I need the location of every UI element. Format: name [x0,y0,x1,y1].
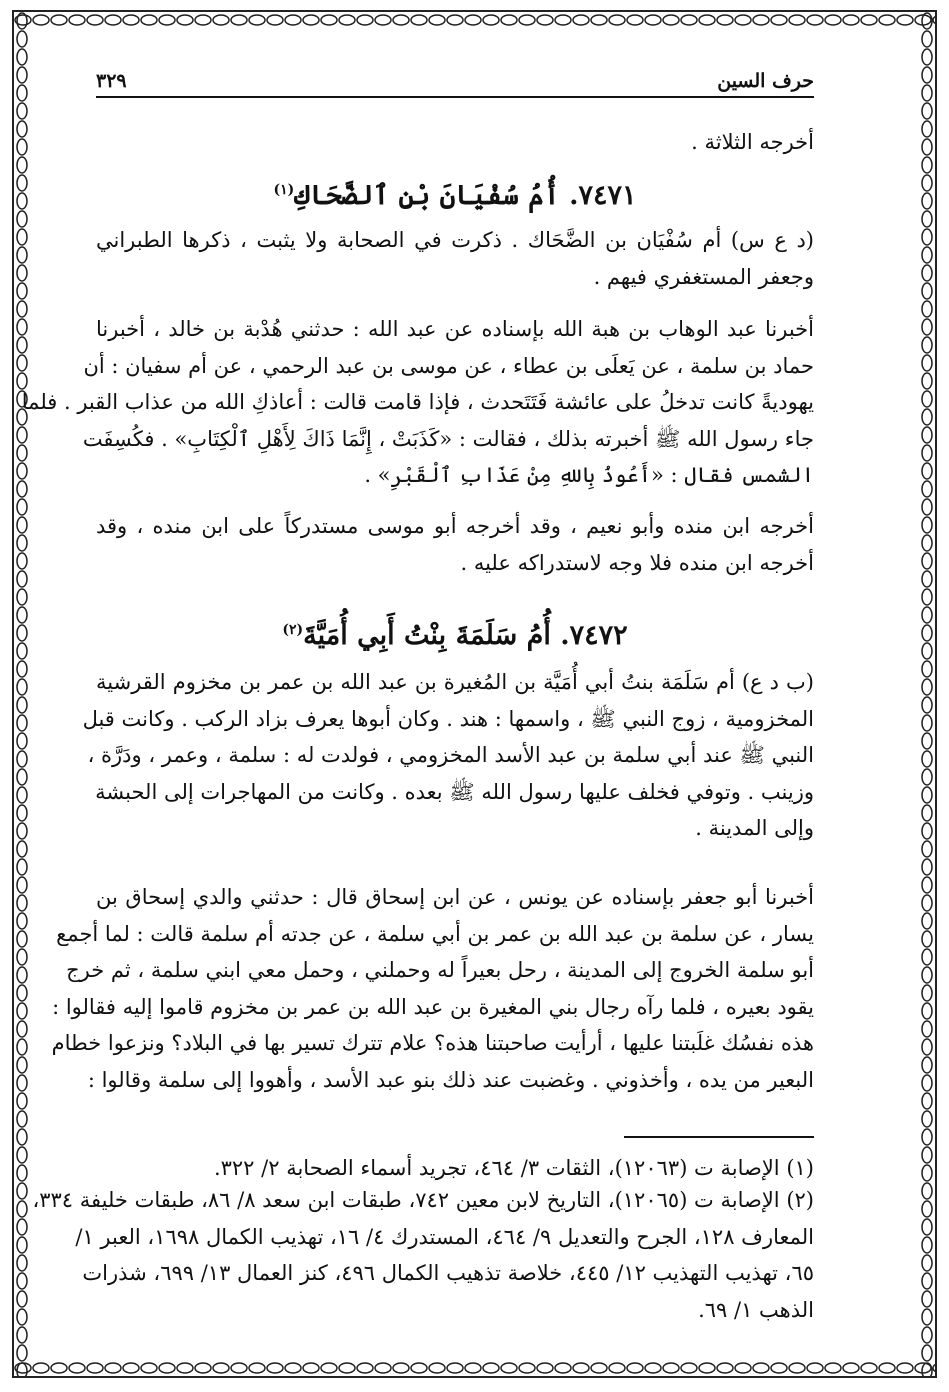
text-line: أخرجه ابن منده وأبو نعيم ، وقد أخرجه أبو موسى مستدركاً على ابن منده ، وقد [96,514,814,538]
text-line: يسار ، عن سلمة بن عبد الله بن عمر بن أبي سلمة ، عن جدته أم سلمة قالت : لما أجمع [56,921,814,946]
text-line: أبو سلمة الخروج إلى المدينة ، رحل بعيراً له وحملني ، وحمل معي ابني سلمة ، ثم خرج [66,958,814,982]
text-line: الشمس فقال : «أَعُوذُ بِاللهِ مِنْ عَذَابِ ٱلْقَبْرِ» . [364,463,814,487]
running-title: حرف السين [717,70,814,92]
border-ornament-top [14,12,935,28]
text-line: وإلى المدينة . [695,816,814,840]
intro-text: أخرجه الثلاثة . [691,130,814,154]
entry-title: ٧٤٧٢. أُمُ سَلَمَةَ بِنْتُ أَبِي أُمَيَّةَ [303,620,628,651]
paragraph [96,222,814,295]
text-line: يقود بعيره ، فلما رآه رجال بني المغيرة بن عبد الله بن عمر بن مخزوم قاموا إليه فقالوا : [52,994,814,1019]
text-line: (د ع س) أم سُفْيَان بن الضَّحَاك . ذكرت في الصحابة ولا يثبت ، ذكرها الطبراني [96,228,814,252]
text-line: جاء رسول الله ﷺ أخبرته بذلك ، فقالت : «كَذَبَتْ ، إِنَّمَا ذَاكَ لِأَهْلِ ٱلْكِتَابِ» . فكُسِفَت [82,426,814,451]
paragraph [21,311,814,494]
footnote-line: الذهب ١/ ٦٩. [698,1297,814,1322]
text-line: هذه نفسُك غلَبتنا عليها ، أرأيت صاحبتنا هذه؟ علام تترك تسير بها في البلاد؟ ونزعوا خطام [51,1031,814,1055]
border-ornament-bottom [14,1360,935,1376]
footnote-ref: (١) [273,182,295,198]
text-line: المخزومية ، زوج النبي ﷺ ، واسمها : هند . وكان أبوها يعرف بزاد الركب . وكانت قبل [82,706,814,731]
footnote-line: المعارف ١٢٨، الجرح والتعديل ٩/ ٤٦٤، المستدرك ٤/ ١٦، تهذيب الكمال ١٦٩٨، العبر ١/ [75,1224,814,1249]
footnote-line: (١) الإصابة ت (١٢٠٦٣)، الثقات ٣/ ٤٦٤، تجريد أسماء الصحابة ٢/ ٣٢٢. [213,1156,814,1180]
entry-title: ٧٤٧١. أُمُ سُفْيَانَ بْنِ ٱلضَّحَاكِ [294,180,637,211]
intro-line [96,124,814,161]
footnote-separator [624,1136,814,1138]
footnote-line: ٦٥، تهذيب التهذيب ١٢/ ٤٤٥، خلاصة تذهيب الكمال ٤٩٦، كنز العمال ١٣/ ٦٩٩، شذرات [82,1261,814,1285]
page-number: ٣٢٩ [96,70,127,92]
text-line: وجعفر المستغفري فيهم . [593,264,814,289]
text-line: البعير من يده ، وأخذوني . وغضبت عند ذلك بنو عبد الأسد ، وأهووا إلى سلمة وقالوا : [87,1067,814,1092]
text-line: (ب د ع) أم سَلَمَة بنتُ أبي أُمَيَّة بن المُغيرة بن عبد الله بن عمر بن مخزوم القرشية [96,670,814,694]
footnote-2 [32,1182,814,1328]
book-page [21,66,814,1336]
border-ornament-right [919,12,935,1378]
entry-heading-7472 [96,610,814,656]
text-line: النبي ﷺ عند أبي سلمة بن عبد الأسد المخزومي ، فولدت له : سلمة ، وعمر ، ودَرَّة ، [87,743,814,767]
paragraph [96,508,814,581]
paragraph [51,879,814,1098]
footnote-line: (٢) الإصابة ت (١٢٠٦٥)، التاريخ لابن معين ٧٤٢، طبقات ابن سعد ٨/ ٨٦، طبقات خليفة ٣٣٤، [32,1188,814,1212]
footnote-ref: (٢) [282,622,304,638]
text-line: حماد بن سلمة ، عن يَعلَى بن عطاء ، عن موسى بن عبد الرحمي ، عن أم سفيان : أن [83,353,814,378]
border-ornament-left [14,12,30,1378]
text-line: أخبرنا أبو جعفر بإسناده عن يونس ، عن ابن إسحاق قال : حدثني والدي إسحاق بن [96,885,814,909]
text-line: أخبرنا عبد الوهاب بن هبة الله بإسناده عن عبد الله : حدثني هُدْبة بن خالد ، أخبرنا [96,317,814,341]
text-line: أخرجه ابن منده فلا وجه لاستدراكه عليه . [460,550,814,575]
text-line: وزينب . وتوفي فخلف عليها رسول الله ﷺ بعده . وكانت من المهاجرات إلى الحبشة [95,779,814,804]
paragraph [82,664,814,847]
text-line: يهوديةً كانت تدخلُ على عائشة فَتَتَحدث ، فإذا قامت قالت : أعاذكِ الله من عذاب القبر . فلما [21,390,814,414]
entry-heading-7471 [96,170,814,216]
running-header [96,66,814,98]
